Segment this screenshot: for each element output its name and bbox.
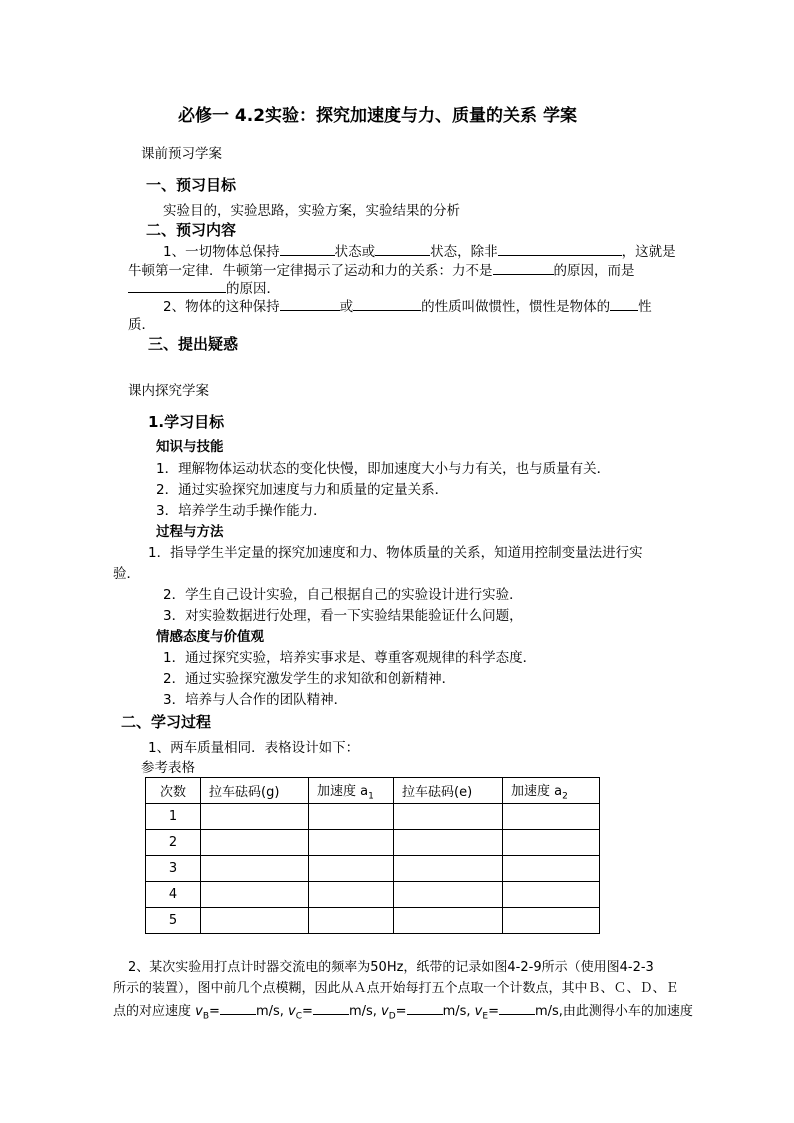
process-item-1b: 验． (113, 566, 140, 582)
learning-process-heading: 二、学习过程 (121, 713, 212, 731)
table-row (146, 856, 600, 882)
knowledge-item-2: 2．通过实验探究加速度与力和质量的定量关系． (156, 482, 449, 498)
table-caption: 参考表格 (141, 760, 195, 776)
q2-suffix: 由此测得小车的加速度 (562, 1004, 693, 1019)
item1-blank-5[interactable] (128, 278, 226, 293)
table-cell[interactable] (503, 908, 600, 934)
page-title: 必修一 4.2实验：探究加速度与力、质量的关系 学案 (178, 106, 577, 126)
vb-label: v (195, 1004, 203, 1019)
row-number: 2 (146, 830, 201, 856)
table-cell[interactable] (201, 882, 309, 908)
emotion-item-3: 3．培养与人合作的团队精神． (163, 692, 348, 708)
item1-text-a: 1、一切物体总保持 (163, 244, 280, 260)
ve-label: v (474, 1004, 483, 1019)
item1-text-c: 状态，除非 (430, 244, 498, 260)
header-accel-1-sub: 1 (368, 791, 374, 802)
table-cell[interactable] (394, 908, 503, 934)
table-cell[interactable] (503, 856, 600, 882)
item1-text-e: 牛顿第一定律．牛顿第一定律揭示了运动和力的关系：力不是 (128, 263, 493, 279)
table-cell[interactable] (394, 830, 503, 856)
item2-blank-1[interactable] (280, 296, 340, 311)
knowledge-item-3: 3．培养学生动手操作能力． (156, 503, 327, 519)
item1-text-d: ，这就是 (621, 244, 676, 260)
inclass-header: 课内探究学案 (128, 383, 209, 399)
row-number: 3 (146, 856, 201, 882)
table-cell[interactable] (309, 882, 394, 908)
preview-doubt-heading: 三、提出疑惑 (148, 335, 239, 353)
header-accel-2-label: 加速度 a (511, 783, 563, 799)
emotion-item-2: 2．通过实验探究激发学生的求知欲和创新精神． (163, 671, 456, 687)
vd-sub: D (388, 1011, 396, 1022)
item1-blank-1[interactable] (280, 241, 335, 256)
emotion-item-1: 1．通过探究实验，培养实事求是、尊重客观规律的科学态度． (163, 650, 537, 666)
vb-blank[interactable] (220, 1000, 256, 1015)
item2-text-b: 或 (339, 299, 354, 315)
process-item-1a: 1．指导学生半定量的探究加速度和力、物体质量的关系，知道用控制变量法进行实 (148, 545, 643, 561)
question-1: 1、两车质量相同．表格设计如下： (148, 740, 360, 756)
vb-unit: m/s, (255, 1004, 284, 1019)
emotion-heading: 情感态度与价值观 (156, 629, 264, 645)
table-row (146, 830, 600, 856)
table-cell[interactable] (503, 830, 600, 856)
preview-item2-line1 (163, 296, 652, 317)
item2-text-a: 2、物体的这种保持 (163, 299, 280, 315)
table-header-row (146, 778, 600, 804)
preview-goals-heading: 一、预习目标 (146, 176, 237, 194)
ve-unit: m/s, (534, 1004, 563, 1019)
table-cell[interactable] (201, 856, 309, 882)
preview-item1-line1 (163, 241, 676, 262)
knowledge-heading: 知识与技能 (156, 439, 224, 455)
preview-header: 课前预习学案 (141, 146, 222, 162)
item1-blank-3[interactable] (498, 241, 622, 256)
question-2-line3 (113, 1000, 693, 1027)
process-item-2: 2．学生自己设计实验，自己根据自己的实验设计进行实验． (163, 587, 523, 603)
table-cell[interactable] (394, 882, 503, 908)
vd-unit: m/s, (442, 1004, 471, 1019)
table-cell[interactable] (309, 856, 394, 882)
item2-blank-3[interactable] (610, 296, 638, 311)
preview-goals-text: 实验目的，实验思路，实验方案，实验结果的分析 (163, 203, 460, 219)
preview-content-heading: 二、预习内容 (146, 221, 237, 239)
preview-item2-line2: 质． (128, 317, 155, 333)
header-count: 次数 (146, 778, 201, 804)
table-row (146, 908, 600, 934)
table-cell[interactable] (309, 908, 394, 934)
header-weight-1: 拉车砝码(g) (201, 778, 309, 804)
table-cell[interactable] (201, 830, 309, 856)
header-weight-2: 拉车砝码(e) (394, 778, 503, 804)
ve-blank[interactable] (499, 1000, 535, 1015)
table-cell[interactable] (309, 830, 394, 856)
item1-text-b: 状态或 (334, 244, 376, 260)
ve-eq: = (488, 1004, 499, 1019)
table-cell[interactable] (201, 804, 309, 830)
vc-label: v (288, 1004, 296, 1019)
table-cell[interactable] (394, 804, 503, 830)
vd-eq: = (395, 1004, 407, 1019)
item1-text-g: 的原因． (226, 281, 280, 297)
item1-blank-4[interactable] (493, 260, 554, 275)
vc-sub: C (295, 1011, 303, 1022)
vc-blank[interactable] (313, 1000, 349, 1015)
item2-text-d: 性 (638, 299, 652, 315)
objectives-heading: 1.学习目标 (148, 413, 225, 431)
header-accel-1-label: 加速度 a (317, 783, 369, 799)
vd-blank[interactable] (407, 1000, 443, 1015)
process-item-3: 3．对实验数据进行处理，看一下实验结果能验证什么问题， (163, 608, 523, 624)
knowledge-item-1: 1．理解物体运动状态的变化快慢，即加速度大小与力有关，也与质量有关． (156, 461, 611, 477)
ve-sub: E (482, 1011, 489, 1022)
header-accel-2-sub: 2 (562, 791, 568, 802)
table-row (146, 882, 600, 908)
vc-unit: m/s, (348, 1004, 377, 1019)
vd-label: v (381, 1004, 389, 1019)
header-accel-2 (503, 778, 600, 804)
header-accel-1 (309, 778, 394, 804)
vb-sub: B (202, 1011, 210, 1022)
item2-text-c: 的性质叫做惯性，惯性是物体的 (421, 299, 611, 315)
table-cell[interactable] (309, 804, 394, 830)
reference-table (145, 777, 600, 934)
vb-eq: = (209, 1004, 220, 1019)
item1-blank-2[interactable] (375, 241, 430, 256)
item2-blank-2[interactable] (353, 296, 421, 311)
row-number: 1 (146, 804, 201, 830)
process-heading: 过程与方法 (156, 524, 224, 540)
table-cell[interactable] (503, 804, 600, 830)
table-cell[interactable] (201, 908, 309, 934)
question-2-line1: 2、某次实验用打点计时器交流电的频率为50Hz，纸带的记录如图4-2-9所示（使用图4-2-3 (128, 960, 654, 975)
question-2-line2: 所示的装置），图中前几个点模糊，因此从Ａ点开始每打五个点取一个计数点，其中Ｂ、Ｃ、Ｄ、Ｅ (113, 981, 679, 996)
vc-eq: = (302, 1004, 313, 1019)
table-row (146, 804, 600, 830)
table-cell[interactable] (394, 856, 503, 882)
item1-text-f: 的原因，而是 (553, 263, 635, 279)
row-number: 4 (146, 882, 201, 908)
row-number: 5 (146, 908, 201, 934)
table-cell[interactable] (503, 882, 600, 908)
q2-prefix: 点的对应速度 (113, 1004, 196, 1019)
